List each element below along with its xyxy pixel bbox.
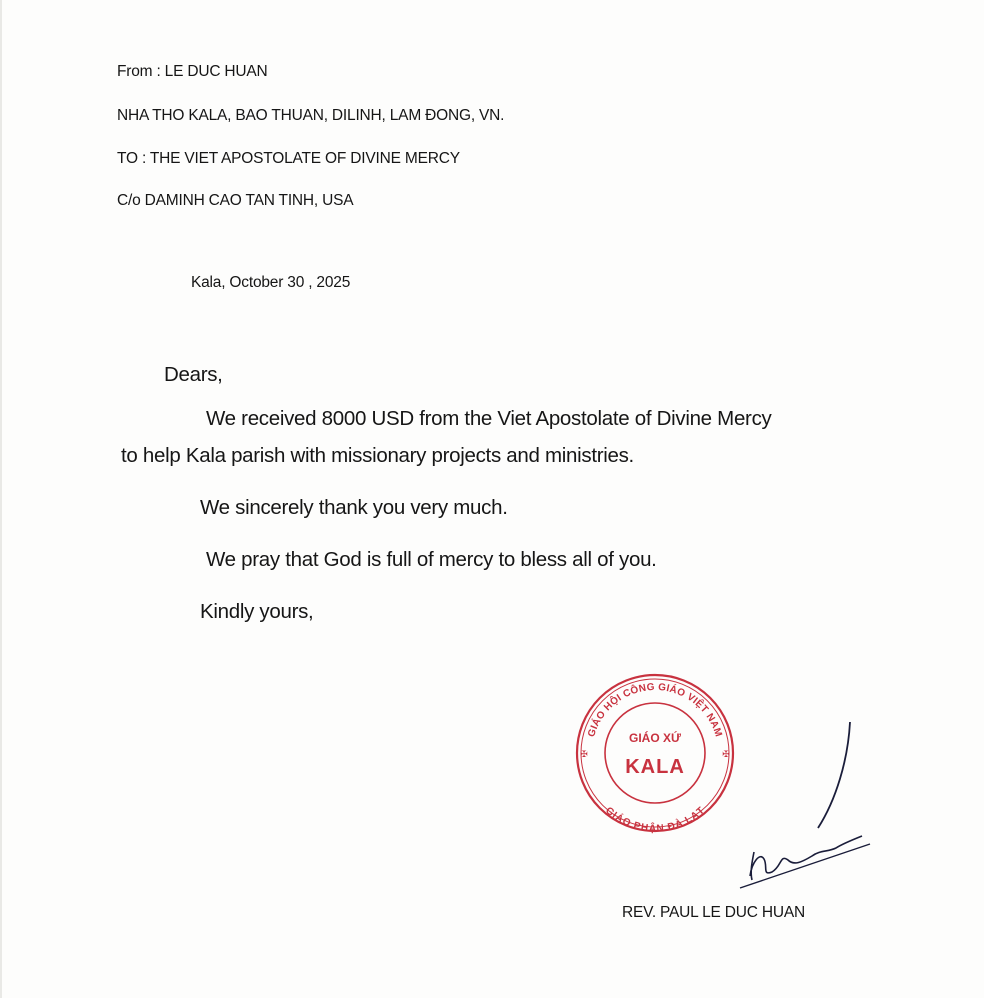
stamp-outer-ring-thin xyxy=(581,679,729,827)
paragraph-3: We pray that God is full of mercy to bless all of you. xyxy=(206,548,657,571)
signature-underline xyxy=(740,844,870,888)
to-line: TO : THE VIET APOSTOLATE OF DIVINE MERCY xyxy=(117,150,460,167)
parish-stamp xyxy=(574,672,736,834)
stamp-main-text: KALA xyxy=(625,756,685,778)
stamp-cross-left-icon: ✠ xyxy=(580,749,588,759)
care-of-line: C/o DAMINH CAO TAN TINH, USA xyxy=(117,192,354,209)
stamp-inner-ring xyxy=(605,703,705,803)
signature-upstroke xyxy=(818,722,850,828)
from-line: From : LE DUC HUAN xyxy=(117,63,268,80)
paragraph-1-line-2: to help Kala parish with missionary projects and ministries. xyxy=(121,444,634,467)
signature-stroke xyxy=(750,836,862,876)
salutation: Dears, xyxy=(164,363,223,386)
signatory-name: REV. PAUL LE DUC HUAN xyxy=(622,904,806,921)
stamp-top-arc-text: GIÁO HỘI CÔNG GIÁO VIỆT NAM xyxy=(586,681,724,739)
stamp-cross-right-icon: ✠ xyxy=(722,749,730,759)
paragraph-2: We sincerely thank you very much. xyxy=(200,496,508,519)
stamp-outer-ring xyxy=(577,675,733,831)
stamp-inner-top-text: GIÁO XỨ xyxy=(629,731,681,745)
stamp-bottom-arc-text: GIÁO PHẬN ĐÀ LẠT xyxy=(603,805,707,834)
paragraph-1-line-1: We received 8000 USD from the Viet Apostolate of Divine Mercy xyxy=(206,407,772,430)
page-edge xyxy=(0,0,2,998)
closing: Kindly yours, xyxy=(200,600,314,623)
date-line: Kala, October 30 , 2025 xyxy=(191,274,351,291)
address-line: NHA THO KALA, BAO THUAN, DILINH, LAM ĐONG, VN. xyxy=(117,107,505,124)
